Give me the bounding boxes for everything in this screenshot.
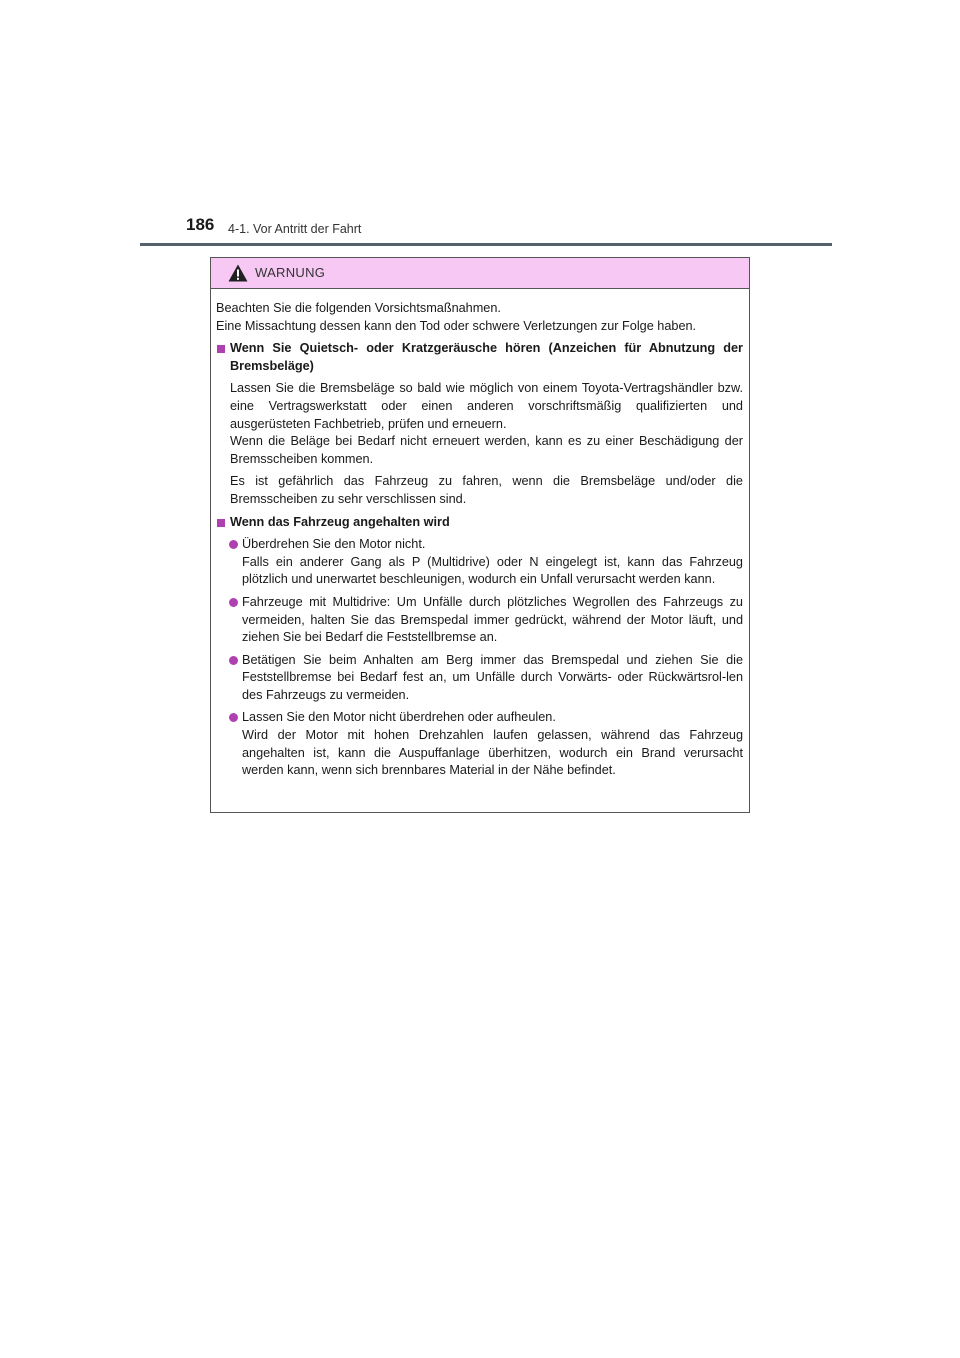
paragraph-line: Lassen Sie die Bremsbeläge so bald wie möglich von einem Toyota-Vertragshändler bzw. eine Vertragswerkstatt oder einen anderen vorschriftsmäßig qualifizierten und ausgerüsteten Fachbetrieb, prüfen und erneuern.	[230, 381, 743, 431]
sub-item-line: Wird der Motor mit hohen Drehzahlen laufen gelassen, während das Fahrzeug angehalten ist, kann die Auspuffanlage überhitzen, wodurch ein Brand verursacht werden kann, wenn sich brennbares Material in der Nähe befindet.	[242, 728, 743, 778]
item-heading	[216, 514, 743, 532]
sub-item-line: Fahrzeuge mit Multidrive: Um Unfälle durch plötzliches Wegrollen des Fahrzeugs zu vermeiden, halten Sie das Bremspedal immer gedrückt, während der Motor läuft, und ziehen Sie bei Bedarf die Feststellbremse an.	[242, 594, 743, 645]
warning-header	[211, 258, 749, 289]
warning-item-brake-pads	[216, 340, 743, 508]
sub-item-line: Falls ein anderer Gang als P (Multidrive) oder N eingelegt ist, kann das Fahrzeug plötzlich und unerwartet beschleunigen, wodurch ein Unfall verursacht werden kann.	[242, 554, 743, 587]
round-bullet-icon	[229, 656, 238, 665]
paragraph-line: Es ist gefährlich das Fahrzeug zu fahren, wenn die Bremsbeläge und/oder die Bremsscheiben zu sehr verschlissen sind.	[230, 474, 743, 506]
item-heading	[216, 340, 743, 375]
item-paragraph	[216, 473, 743, 508]
round-bullet-icon	[229, 713, 238, 722]
sub-item	[216, 536, 743, 589]
intro-line: Eine Missachtung dessen kann den Tod oder schwere Verletzungen zur Folge haben.	[216, 318, 697, 333]
square-bullet-icon	[217, 345, 225, 353]
warning-box	[210, 257, 750, 813]
paragraph-line: Wenn die Beläge bei Bedarf nicht erneuert werden, kann es zu einer Beschädigung der Bremsscheiben kommen.	[230, 434, 743, 466]
warning-item-vehicle-stopped	[216, 514, 743, 780]
page-number: 186	[186, 215, 215, 234]
intro-line: Beachten Sie die folgenden Vorsichtsmaßnahmen.	[216, 301, 501, 315]
header-divider	[140, 243, 832, 246]
sub-item-line: Lassen Sie den Motor nicht überdrehen oder aufheulen.	[242, 710, 556, 725]
sub-item-line: Betätigen Sie beim Anhalten am Berg immer das Bremspedal und ziehen Sie die Feststellbremse bei Bedarf fest an, um Unfälle durch Vorwärts- oder Rückwärtsrol-len des Fahrzeugs zu vermeiden.	[242, 652, 743, 702]
round-bullet-icon	[229, 540, 238, 549]
sub-item-line: Überdrehen Sie den Motor nicht.	[242, 537, 426, 552]
sub-item	[216, 709, 743, 779]
item-heading-text: Wenn das Fahrzeug angehalten wird	[230, 514, 450, 529]
section-title: 4-1. Vor Antritt der Fahrt	[228, 222, 362, 236]
warning-triangle-icon	[228, 264, 248, 282]
item-paragraph	[216, 380, 743, 468]
sub-item	[216, 594, 743, 647]
round-bullet-icon	[229, 598, 238, 607]
item-heading-text: Wenn Sie Quietsch- oder Kratzgeräusche hören (Anzeichen für Abnutzung der Bremsbeläge)	[230, 341, 743, 373]
sub-item	[216, 652, 743, 705]
warning-body	[216, 300, 743, 780]
warning-title: WARNUNG	[255, 265, 326, 280]
square-bullet-icon	[217, 519, 225, 527]
